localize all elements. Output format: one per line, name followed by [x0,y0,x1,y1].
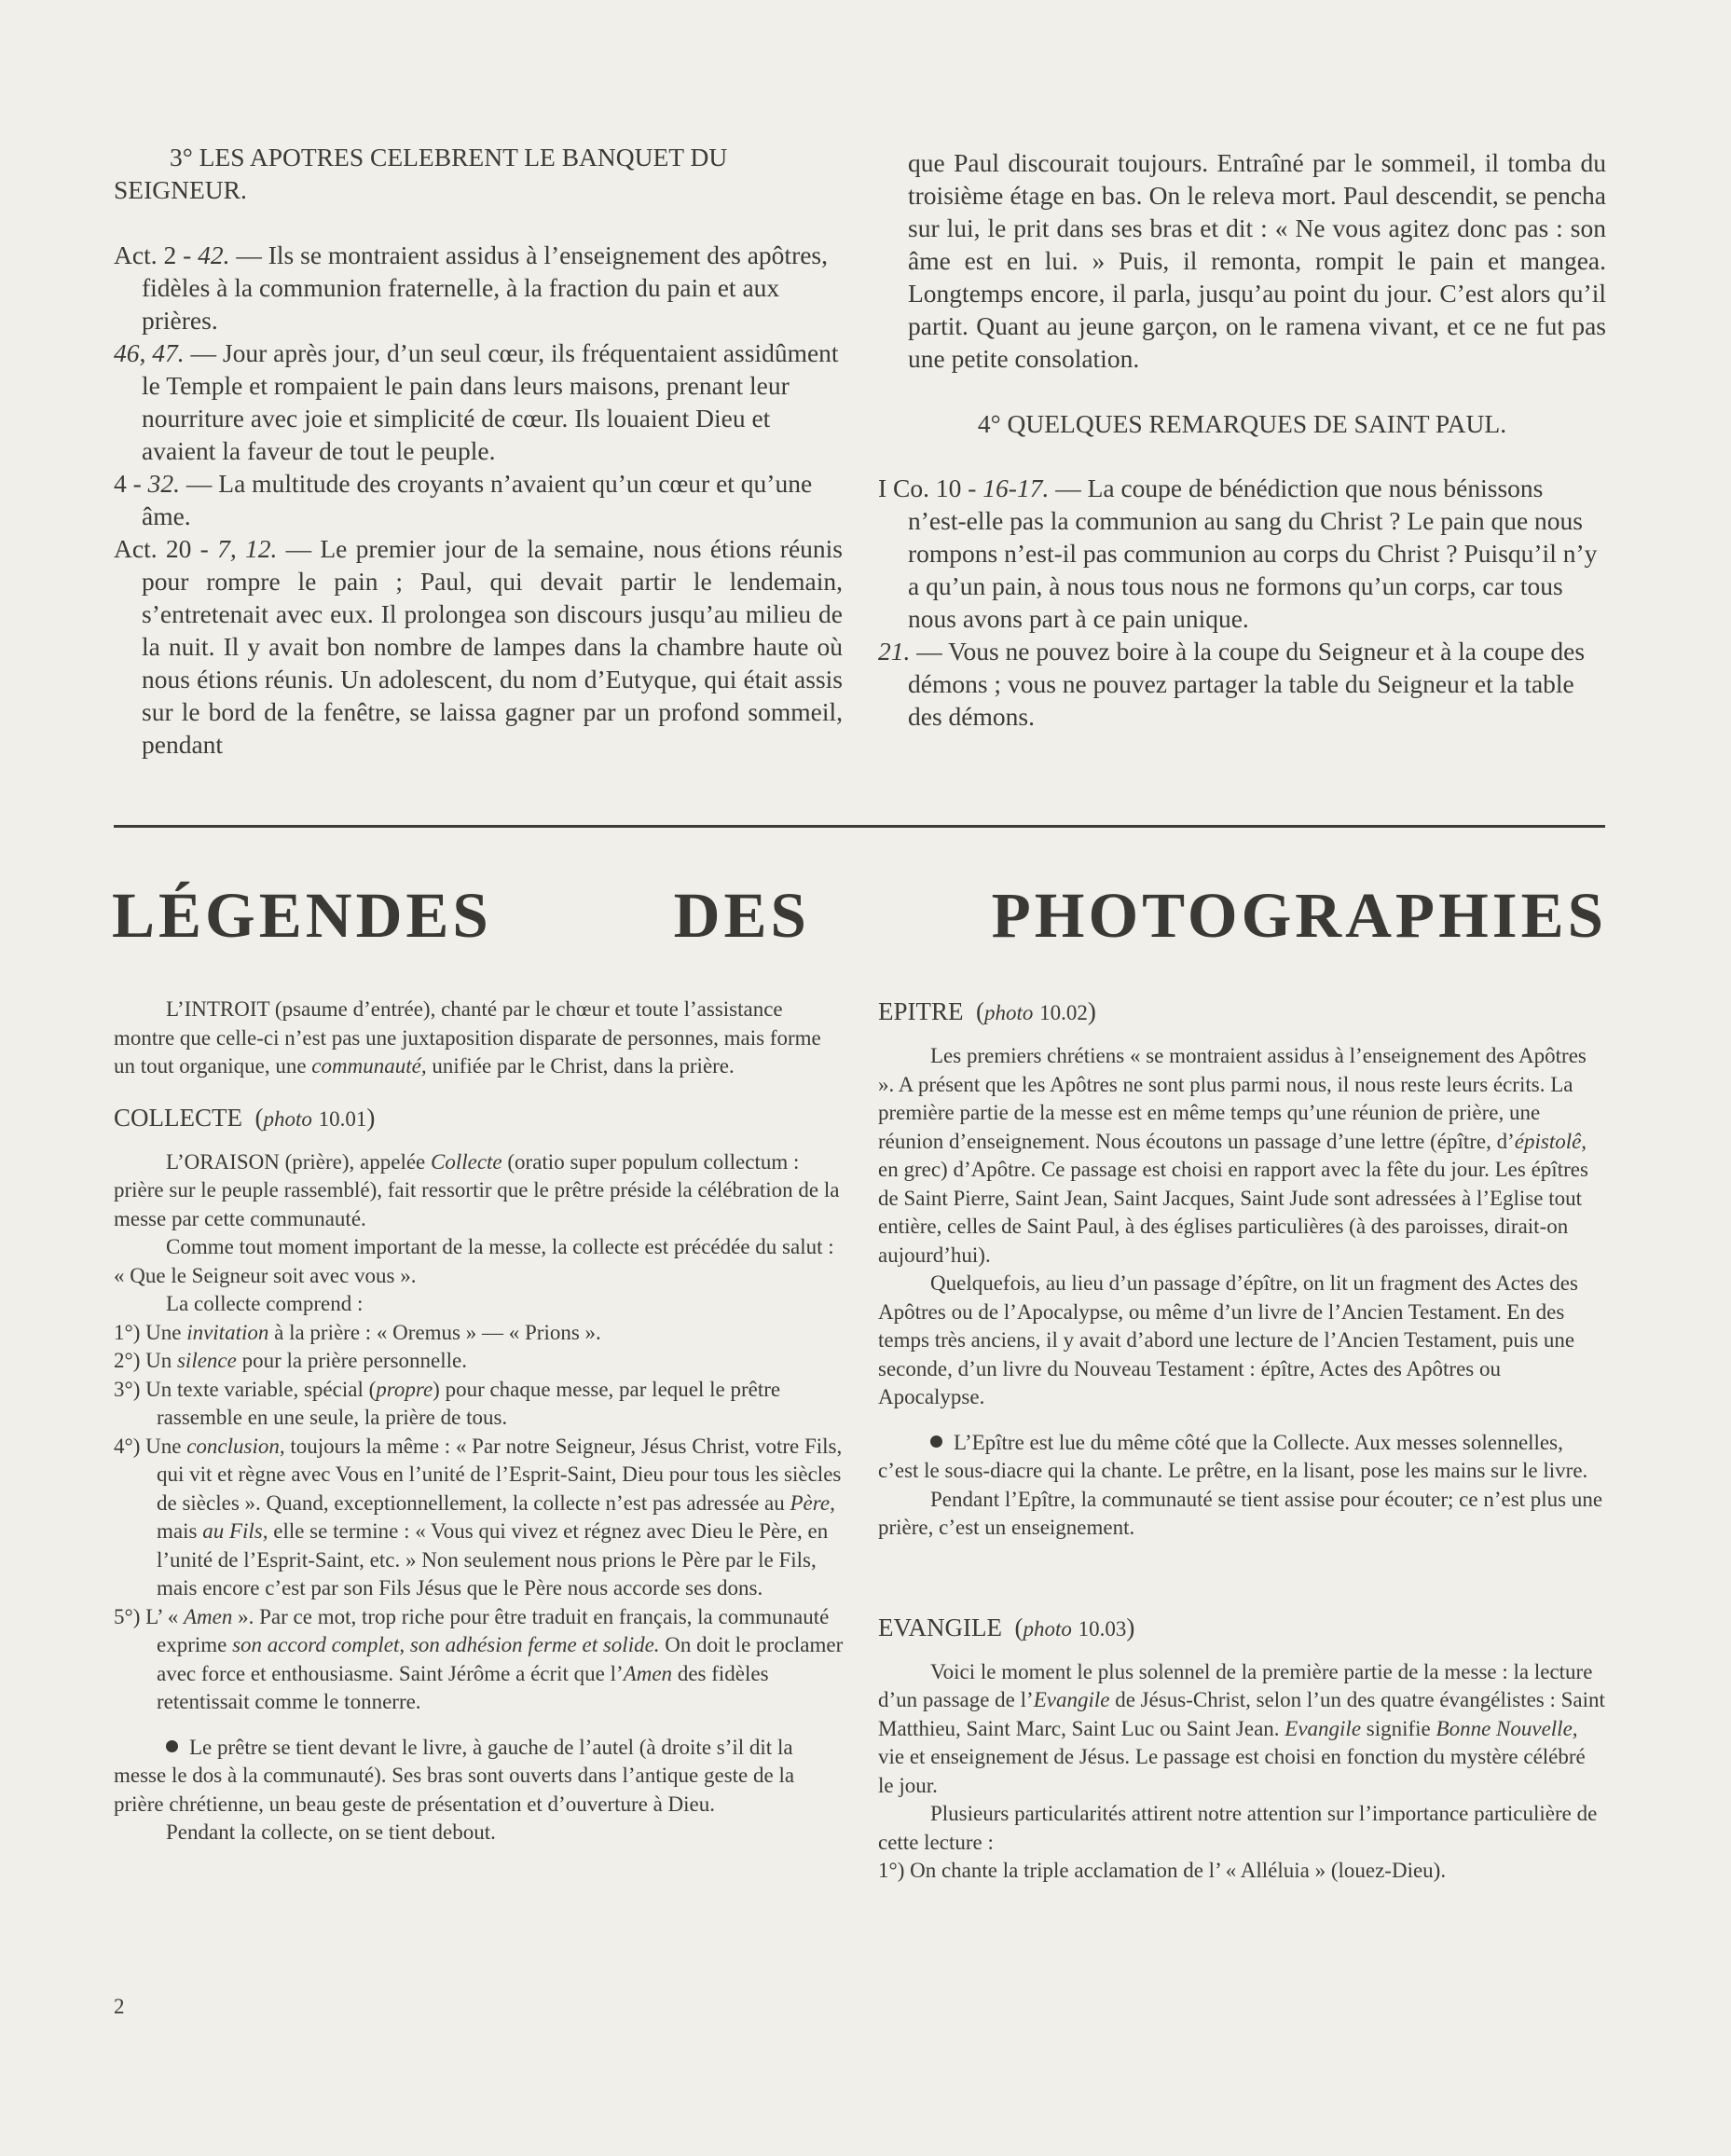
paragraph: Pendant la collecte, on se tient debout. [166,1820,496,1844]
continuation-paragraph: que Paul discourait toujours. Entraîné par le sommeil, il tomba du troisième étage en bas. On le releva mort. Paul descendit, se pencha sur lui, le prit dans ses bras et dit : « Ne vous agitez donc pas : son âme est en lui. » Puis, il remonta, rompit le pain et mangea. Longtemps encore, il parla, jusqu’au point du jour. C’est alors qu’il partit. Quant au jeune garçon, on le ramena vivant, et ce ne fut pas une petite consolation. [908,148,1606,373]
paragraph: Le prêtre se tient devant le livre, à gauche de l’autel (à droite s’il dit la messe le dos à la communauté). Ses bras sont ouverts dans l’antique geste de la prière chrétienne, un beau geste de présentation et d’ouverture à Dieu. [114,1735,795,1816]
list-item: 5°) L’ « Amen ». Par ce mot, trop riche pour être traduit en français, la communauté exprime son accord complet, son adhésion ferme et solide. On doit le proclamer avec force et enthousiasme. Saint Jérôme a écrit que l’Amen des fidèles retentissait comme le tonnerre. [114,1604,844,1713]
section-heading-3: 3° LES APOTRES CELEBRENT LE BANQUET DU SEIGNEUR. [114,143,728,204]
lower-right-column [878,996,1606,1886]
list-item: 1°) On chante la triple acclamation de l’ « Alléluia » (louez-Dieu). [878,1859,1447,1882]
main-title: LÉGENDES DES PHOTOGRAPHIES [112,880,1607,951]
bullet-dot-icon [166,1740,178,1752]
horizontal-rule [114,825,1605,828]
paragraph: Quelquefois, au lieu d’un passage d’épître, on lit un fragment des Actes des Apôtres ou de l’Apocalypse, ou même d’un livre de l’Ancien Testament. En des temps très anciens, il y avait d’abord une lecture de l’Ancien Testament, puis une seconde, d’un livre du Nouveau Testament : épître, Actes des Apôtres ou Apocalypse. [878,1271,1578,1408]
list-item: 2°) Un silence pour la prière personnelle. [114,1349,467,1372]
evangile-heading: EVANGILE (photo 10.03) [878,1613,1135,1641]
paragraph: La collecte comprend : [166,1292,364,1315]
scripture-entry: 4 - 32. — La multitude des croyants n’avaient qu’un cœur et qu’une âme. [114,469,813,530]
scripture-entry: 46, 47. — Jour après jour, d’un seul cœur, ils fréquentaient assidûment le Temple et rompaient le pain dans leurs maisons, prenant leur nourriture avec joie et simplicité de cœur. Ils louaient Dieu et avaient la faveur de tout le peuple. [114,338,839,465]
upper-right-column [878,146,1606,733]
list-item: 1°) Une invitation à la prière : « Oremus » — « Prions ». [114,1320,601,1344]
upper-left-column [114,141,843,761]
section-heading-4: 4° QUELQUES REMARQUES DE SAINT PAUL. [977,409,1507,438]
collecte-heading: COLLECTE (photo 10.01) [114,1103,376,1132]
paragraph: Pendant l’Epître, la communauté se tient assise pour écouter; ce n’est plus une prière, c’est un enseignement. [878,1487,1603,1539]
scripture-entry: 21. — Vous ne pouvez boire à la coupe du Seigneur et à la coupe des démons ; vous ne pouvez partager la table du Seigneur et la table des démons. [878,637,1586,731]
scripture-entry: Act. 20 - 7, 12. — Le premier jour de la semaine, nous étions réunis pour rompre le pain ; Paul, qui devait partir le lendemain, s’entretenait avec eux. Il prolongea son discours jusqu’au milieu de la nuit. Il y avait bon nombre de lampes dans la chambre haute où nous étions réunis. Un adolescent, du nom d’Eutyque, qui était assis sur le bord de la fenêtre, se laissa gagner par un profond sommeil, pendant [114,534,844,759]
scripture-entry: I Co. 10 - 16-17. — La coupe de bénédiction que nous bénissons n’est-elle pas la communion au sang du Christ ? Le pain que nous rompons n’est-il pas communion au corps du Christ ? Puisqu’il n’y a qu’un pain, à nous tous nous ne formons qu’un corps, car tous nous avons part à ce pain unique. [878,474,1598,633]
paragraph: L’ORAISON (prière), appelée Collecte (oratio super populum collectum : prière sur le peuple rassemblé), fait ressortir que le prêtre préside la célébration de la messe par cette communauté. [114,1149,840,1230]
paragraph: Voici le moment le plus solennel de la première partie de la messe : la lecture d’un passage de l’Evangile de Jésus-Christ, selon l’un des quatre évangélistes : Saint Matthieu, Saint Marc, Saint Luc ou Saint Jean. Evangile signifie Bonne Nouvelle, vie et enseignement de Jésus. Le passage est choisi en fonction du mystère célébré le jour. [878,1659,1605,1797]
epitre-heading: EPITRE (photo 10.02) [878,997,1096,1025]
paragraph: Plusieurs particularités attirent notre attention sur l’importance particulière de cette lecture : [878,1802,1598,1854]
introit-paragraph: L’INTROIT (psaume d’entrée), chanté par le chœur et toute l’assistance montre que celle-ci n’est pas une juxtaposition disparate de personnes, mais forme un tout organique, une communauté, unifiée par le Christ, dans la prière. [114,997,821,1078]
list-item: 3°) Un texte variable, spécial (propre) pour chaque messe, par lequel le prêtre rassemble en une seule, la prière de tous. [114,1377,781,1429]
lower-left-column [114,996,845,1847]
scripture-entry: Act. 2 - 42. — Ils se montraient assidus à l’enseignement des apôtres, fidèles à la communion fraternelle, à la fraction du pain et aux prières. [114,240,829,335]
page-number: 2 [114,1995,125,2018]
list-item: 4°) Une conclusion, toujours la même : « Par notre Seigneur, Jésus Christ, votre Fils, qui vit et règne avec Vous en l’unité de l’Esprit-Saint, Dieu pour tous les siècles de siècles ». Quand, exceptionnellement, la collecte n’est pas adressée au Père, mais au Fils, elle se termine : « Vous qui vivez et régnez avec Dieu le Père, en l’unité de l’Esprit-Saint, etc. » Non seulement nous prions le Père par le Fils, mais encore c’est par son Fils Jésus que le Père nous accorde ses dons. [114,1434,843,1600]
bullet-dot-icon [930,1435,942,1448]
paragraph: Comme tout moment important de la messe, la collecte est précédée du salut : « Que le Seigneur soit avec vous ». [114,1235,834,1287]
paragraph: L’Epître est lue du même côté que la Collecte. Aux messes solennelles, c’est le sous-diacre qui la chante. Le prêtre, en la lisant, pose les mains sur le livre. [878,1430,1588,1482]
paragraph: Les premiers chrétiens « se montraient assidus à l’enseignement des Apôtres ». A présent que les Apôtres ne sont plus parmi nous, il nous reste leurs écrits. La première partie de la messe est en même temps qu’une réunion de prière, une réunion d’enseignement. Nous écoutons un passage d’une lettre (épître, d’épistolê, en grec) d’Apôtre. Ce passage est choisi en rapport avec la fête du jour. Les épîtres de Saint Pierre, Saint Jean, Saint Jacques, Saint Jude sont adressées à l’Eglise tout entière, celles de Saint Paul, à des églises particulières (à des paroisses, dirait-on aujourd’hui). [878,1044,1588,1267]
